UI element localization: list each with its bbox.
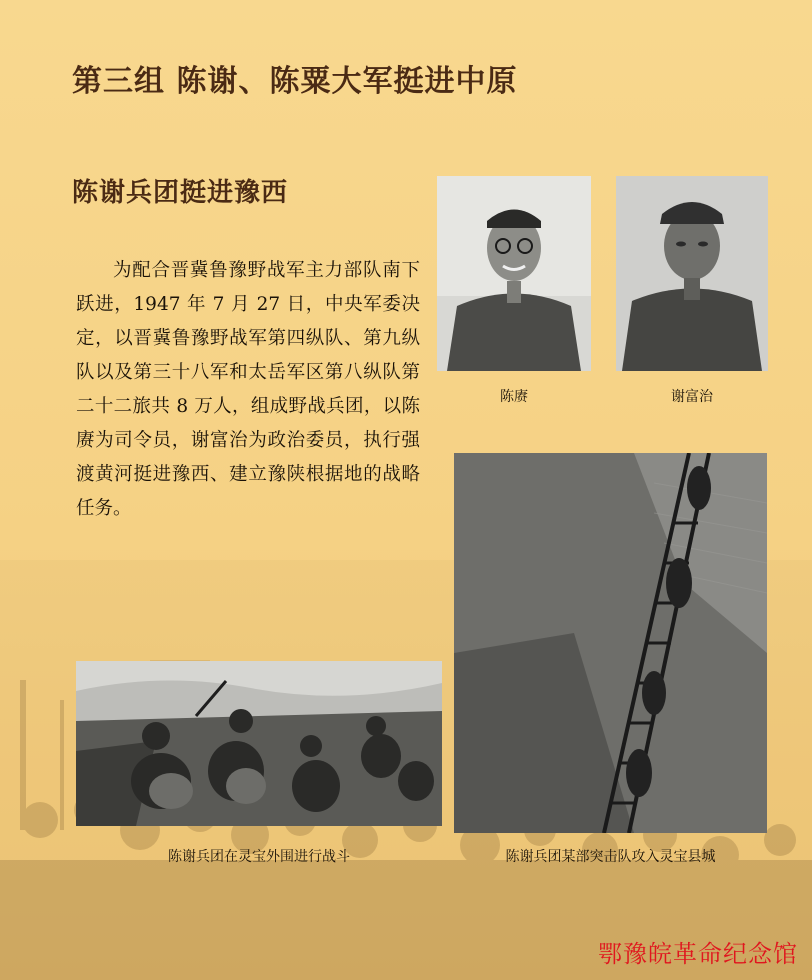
battle-photo (76, 661, 442, 826)
battle-caption: 陈谢兵团在灵宝外围进行战斗 (168, 849, 350, 865)
museum-watermark: 鄂豫皖革命纪念馆 (598, 940, 798, 968)
assault-photo (454, 453, 767, 833)
xie-fuzhi-caption: 谢富治 (671, 389, 713, 405)
chen-geng-portrait (437, 176, 591, 371)
body-paragraph: 为配合晋冀鲁豫野战军主力部队南下跃进，1947 年 7 月 27 日，中央军委决定，以晋冀鲁豫野战军第四纵队、第九纵队以及第三十八军和太岳军区第八纵队第二十二旅共 8 万人，组成野战兵团，以陈赓为司令员，谢富治为政治委员，执行强渡黄河挺进豫西、建立豫陕根据地的战略任务。 (76, 260, 420, 519)
group-title: 第三组 陈谢、陈粟大军挺进中原 (72, 64, 518, 99)
assault-caption: 陈谢兵团某部突击队攻入灵宝县城 (505, 849, 716, 865)
section-title: 陈谢兵团挺进豫西 (72, 178, 289, 208)
xie-fuzhi-portrait (616, 176, 768, 371)
chen-geng-caption: 陈赓 (500, 389, 528, 405)
